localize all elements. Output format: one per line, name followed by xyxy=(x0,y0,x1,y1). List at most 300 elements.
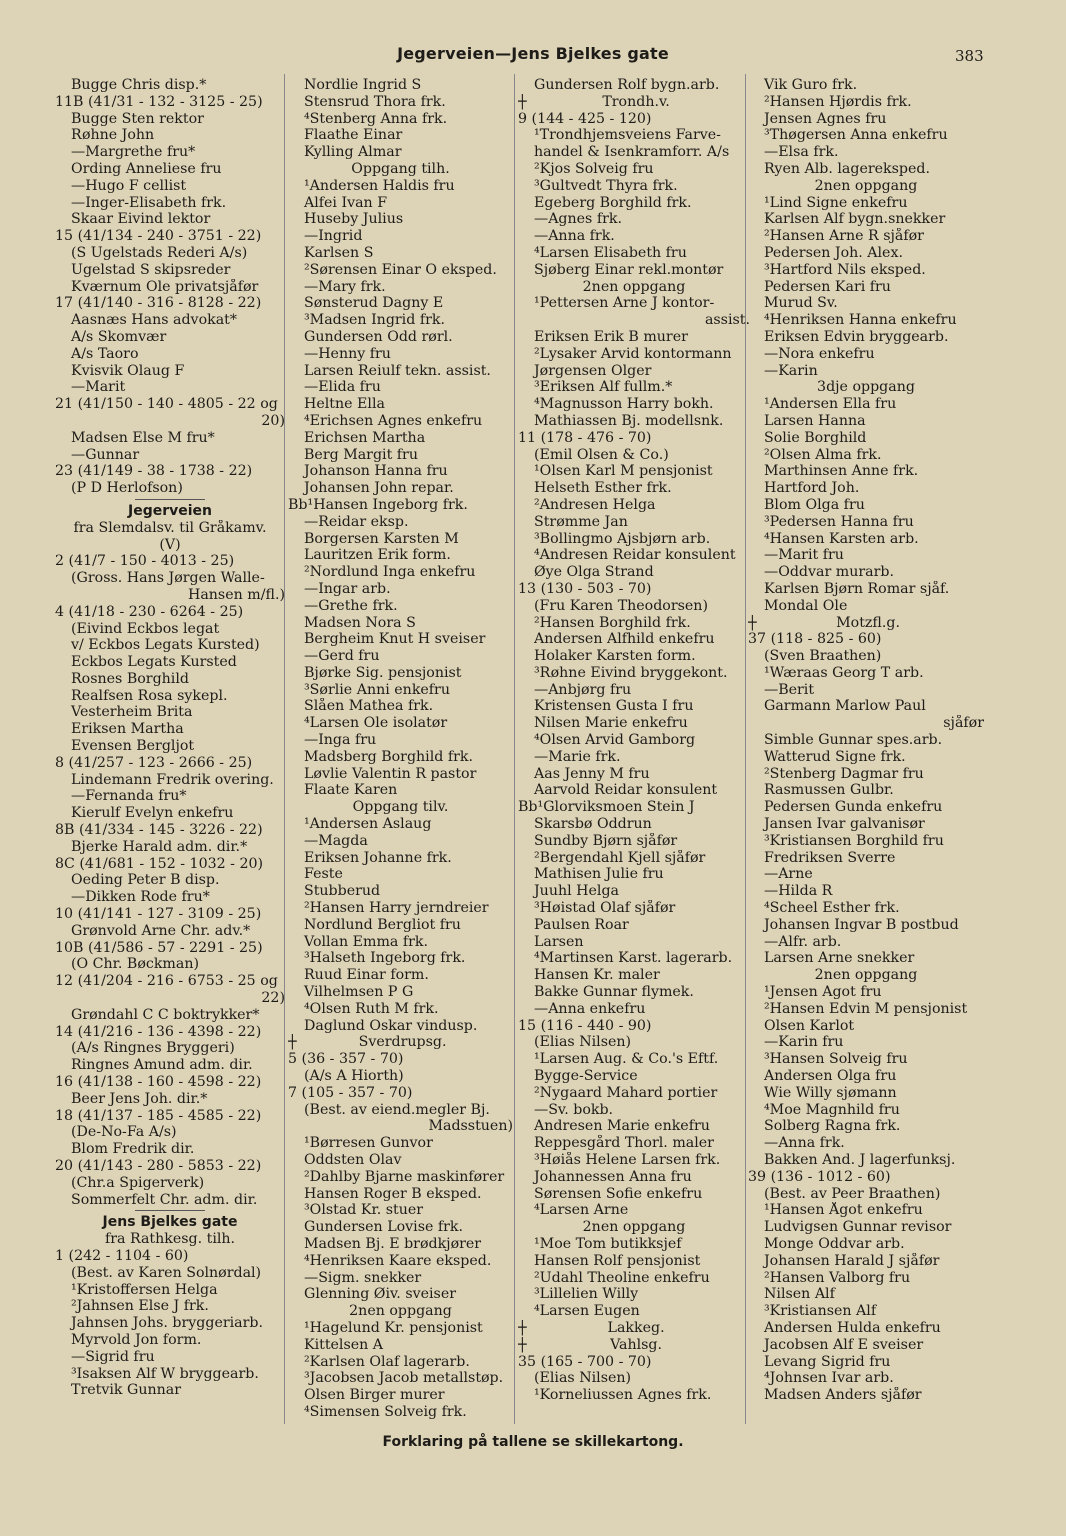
resident-entry: (Gross. Hans Jørgen Walle- xyxy=(71,570,265,587)
resident-entry: Ugelstad S skipsreder xyxy=(71,261,231,278)
resident-entry: Vilhelmsen P G xyxy=(304,984,414,1001)
resident-entry: Mathiassen Bj. modellsnk. xyxy=(534,412,724,429)
resident-entry: ³Thøgersen Anna enkefru xyxy=(764,127,948,144)
resident-entry: ⁴Martinsen Karst. lagerarb. xyxy=(534,950,733,967)
resident-entry: A/s Skomvær xyxy=(71,328,167,345)
resident-entry: ⁴Johnsen Ivar arb. xyxy=(764,1370,894,1387)
resident-entry: Kvisvik Olaug F xyxy=(71,362,185,379)
resident-entry: ³Isaksen Alf W bryggearb. xyxy=(71,1365,259,1382)
resident-entry: Sjøberg Einar rekl.montør xyxy=(534,261,724,278)
resident-entry: —Margrethe fru* xyxy=(71,144,196,161)
resident-entry: (Eivind Eckbos legat xyxy=(71,620,220,637)
resident-entry: (P D Herlofson) xyxy=(71,480,183,497)
resident-entry: Murud Sv. xyxy=(764,295,838,312)
resident-entry: Jacobsen Alf E sveiser xyxy=(764,1336,924,1353)
resident-entry: Fredriksen Sverre xyxy=(764,849,896,866)
resident-entry: ³Høiås Helene Larsen frk. xyxy=(534,1152,721,1168)
resident-entry: Vollan Emma frk. xyxy=(304,933,429,950)
resident-entry: Johansen Ingvar B postbud xyxy=(764,916,959,933)
resident-entry: Hansen Roger B eksped. xyxy=(304,1185,482,1202)
address-line: 9 (144 - 425 - 120) xyxy=(518,110,652,127)
resident-entry: —Elida fru xyxy=(304,379,381,396)
resident-entry: ²Nygaard Mahard portier xyxy=(534,1084,718,1101)
resident-entry: Heltne Ella xyxy=(304,396,385,413)
resident-entry: Rosnes Borghild xyxy=(71,670,189,687)
address-line: 17 (41/140 - 316 - 8128 - 22) xyxy=(55,295,262,312)
resident-entry: ³Jacobsen Jacob metallstøp. xyxy=(304,1370,504,1387)
resident-entry: —Karin fru xyxy=(764,1034,844,1051)
resident-entry: ³Hartford Nils eksped. xyxy=(764,261,926,278)
resident-entry: ¹Andersen Ella fru xyxy=(764,396,897,413)
page-footer: Forklaring på tallene se skillekartong. xyxy=(382,1434,684,1450)
address-line: 8C (41/681 - 152 - 1032 - 20) xyxy=(55,855,264,872)
resident-entry: ³Pedersen Hanna fru xyxy=(764,513,914,530)
resident-entry: ⁴Larsen Arne xyxy=(534,1202,629,1219)
resident-entry: Løvlie Valentin R pastor xyxy=(304,765,477,782)
resident-entry: Eriksen Johanne frk. xyxy=(304,849,452,866)
resident-entry: Bakke Gunnar flymek. xyxy=(534,984,694,1001)
section-label: Oppgang tilv. xyxy=(352,799,449,816)
resident-entry: ¹Trondhjemsveiens Farve- xyxy=(534,127,721,144)
section-label: 2nen oppgang xyxy=(582,1219,686,1236)
resident-entry: Nilsen Alf xyxy=(764,1286,835,1303)
resident-entry: (Best. av Karen Solnørdal) xyxy=(71,1264,262,1281)
resident-entry: v/ Eckbos Legats Kursted) xyxy=(71,637,260,654)
resident-entry: Jansen Ivar galvanisør xyxy=(764,816,925,833)
resident-entry: —Dikken Rode fru* xyxy=(71,889,210,906)
resident-entry: Alfei Ivan F xyxy=(304,194,388,211)
address-line: 15 (41/134 - 240 - 3751 - 22) xyxy=(55,228,262,245)
resident-entry: Garmann Marlow Paul xyxy=(764,698,926,715)
resident-entry: —Hugo F cellist xyxy=(71,177,187,194)
resident-entry: Stensrud Thora frk. xyxy=(304,93,446,110)
crossing-icon: ┼ xyxy=(518,93,532,110)
resident-entry: ³Bollingmo Ajsbjørn arb. xyxy=(534,530,711,547)
resident-entry: Mondal Ole xyxy=(764,597,848,614)
resident-entry: —Anna frk. xyxy=(764,1135,845,1152)
resident-entry: Aas Jenny M fru xyxy=(534,765,650,782)
resident-entry: Kierulf Evelyn enkefru xyxy=(71,805,234,822)
resident-entry: Flaate Karen xyxy=(304,782,398,799)
resident-entry: Levang Sigrid fru xyxy=(764,1353,891,1370)
address-line: 21 (41/150 - 140 - 4805 - 22 og xyxy=(55,396,278,413)
resident-entry: Solie Borghild xyxy=(764,429,867,446)
resident-entry: Watterud Signe frk. xyxy=(764,748,906,765)
resident-entry: Gundersen Rolf bygn.arb. xyxy=(534,77,720,93)
resident-entry: —Grethe frk. xyxy=(304,597,398,614)
resident-entry: Daglund Oskar vindusp. xyxy=(304,1017,478,1034)
street-heading: Jegerveien xyxy=(127,502,212,519)
resident-entry: (Best. av Peer Braathen) xyxy=(764,1185,941,1202)
resident-entry: ²Hansen Edvin M pensjonist xyxy=(764,1000,968,1017)
resident-entry: Strømme Jan xyxy=(534,513,628,530)
resident-entry: —Anbjørg fru xyxy=(534,681,632,698)
resident-entry: Ording Anneliese fru xyxy=(71,160,222,177)
resident-entry: Tretvik Gunnar xyxy=(71,1382,181,1399)
resident-entry: Kværnum Ole privatsjåfør xyxy=(71,278,259,295)
resident-entry: Hartford Joh. xyxy=(764,480,860,497)
cross-street-label: Lakkeg. xyxy=(607,1319,665,1336)
resident-entry: ⁴Simensen Solveig frk. xyxy=(304,1403,467,1420)
resident-entry: Andersen Alfhild enkefru xyxy=(534,631,715,648)
resident-entry: ³Røhne Eivind bryggekont. xyxy=(534,664,728,681)
resident-entry: (O Chr. Bøckman) xyxy=(71,956,200,973)
resident-entry: Bakken And. J lagerfunksj. xyxy=(764,1152,956,1168)
resident-entry: Monge Oddvar arb. xyxy=(764,1235,905,1252)
resident-entry: Stubberud xyxy=(304,883,381,900)
resident-entry: ¹Larsen Aug. & Co.'s Eftf. xyxy=(534,1051,719,1068)
resident-entry: —Karin xyxy=(764,362,818,379)
crossing-icon: ┼ xyxy=(518,1336,532,1353)
resident-entry: —Gerd fru xyxy=(304,648,380,665)
resident-entry: ⁴Henriksen Kaare eksped. xyxy=(304,1252,492,1269)
resident-entry: Realfsen Rosa sykepl. xyxy=(71,687,228,704)
resident-entry: ²Sørensen Einar O eksped. xyxy=(304,261,497,278)
resident-entry: Wie Willy sjømann xyxy=(764,1084,897,1101)
resident-entry: Hansen Rolf pensjonist xyxy=(534,1252,701,1269)
resident-entry: —Sigm. snekker xyxy=(304,1269,422,1286)
resident-entry: ⁴Larsen Elisabeth fru xyxy=(534,244,687,261)
address-line: 4 (41/18 - 230 - 6264 - 25) xyxy=(55,603,244,620)
resident-entry: (Chr.a Spigerverk) xyxy=(71,1174,205,1191)
resident-entry: Pedersen Kari fru xyxy=(764,278,891,295)
resident-entry: ³Høistad Olaf sjåfør xyxy=(534,900,676,917)
resident-entry: handel & Isenkramforr. A/s xyxy=(534,144,730,161)
resident-entry: Reppesgård Thorl. maler xyxy=(534,1135,714,1152)
section-label: Oppgang tilh. xyxy=(351,160,450,177)
resident-entry: ²Hansen Borghild frk. xyxy=(534,614,691,631)
section-label: 3dje oppgang xyxy=(817,379,915,396)
page-header: Jegerveien—Jens Bjelkes gate xyxy=(397,44,669,63)
address-line: 12 (41/204 - 216 - 6753 - 25 og xyxy=(55,973,278,990)
cross-street xyxy=(288,1034,513,1051)
section-label: 2nen oppgang xyxy=(814,967,918,984)
resident-entry: ¹Børresen Gunvor xyxy=(304,1135,433,1152)
resident-entry: ²Jahnsen Else J frk. xyxy=(71,1298,209,1315)
resident-entry: Pedersen Joh. Alex. xyxy=(764,244,903,261)
resident-entry: Blom Fredrik dir. xyxy=(71,1141,195,1158)
resident-entry: Madsstuen) xyxy=(428,1118,513,1135)
resident-entry: Myrvold Jon form. xyxy=(71,1331,202,1348)
resident-entry: ²Dahlby Bjarne maskinfører xyxy=(304,1168,505,1185)
resident-entry: Madsen Else M fru* xyxy=(71,429,215,446)
resident-entry: (Emil Olsen & Co.) xyxy=(534,446,669,463)
resident-entry: Røhne John xyxy=(71,127,155,144)
resident-entry: Helseth Esther frk. xyxy=(534,480,672,497)
address-line: Bb¹Hansen Ingeborg frk. xyxy=(288,496,468,513)
resident-entry: assist. xyxy=(704,312,750,329)
address-line: 16 (41/138 - 160 - 4598 - 22) xyxy=(55,1074,262,1091)
resident-entry: Ringnes Amund adm. dir. xyxy=(71,1057,253,1074)
resident-entry: —Mary frk. xyxy=(304,278,386,295)
address-line: 14 (41/216 - 136 - 4398 - 22) xyxy=(55,1023,262,1040)
resident-entry: Andresen Marie enkefru xyxy=(534,1118,710,1135)
address-line: 7 (105 - 357 - 70) xyxy=(288,1084,413,1101)
resident-entry: ³Hansen Solveig fru xyxy=(764,1051,908,1068)
resident-entry: ²Stenberg Dagmar fru xyxy=(764,765,924,782)
cross-street xyxy=(518,1320,750,1337)
resident-entry: Skarsbø Oddrun xyxy=(534,816,652,833)
section-label: fra Slemdalsv. til Gråkamv. xyxy=(73,519,267,536)
resident-entry: Juuhl Helga xyxy=(534,883,619,900)
resident-entry: Eckbos Legats Kursted xyxy=(71,654,237,671)
resident-entry: Larsen Arne snekker xyxy=(764,950,915,967)
resident-entry: —Sigrid fru xyxy=(71,1348,155,1365)
resident-entry: Karlsen Bjørn Romar sjåf. xyxy=(764,580,950,597)
directory-column-1 xyxy=(55,77,285,1399)
resident-entry: (De-No-Fa A/s) xyxy=(71,1124,177,1141)
resident-entry: —Inga fru xyxy=(304,732,377,749)
address-line: 11 (178 - 476 - 70) xyxy=(518,429,652,446)
section-label: fra Rathkesg. tilh. xyxy=(104,1231,236,1248)
resident-entry: ¹Hansen Ågot enkefru xyxy=(764,1202,923,1219)
resident-entry: —Inger-Elisabeth frk. xyxy=(71,194,227,211)
resident-entry: Kittelsen A xyxy=(304,1336,384,1353)
resident-entry: Ludvigsen Gunnar revisor xyxy=(764,1219,952,1236)
section-label: (V) xyxy=(159,536,181,553)
crossing-icon: ┼ xyxy=(288,1034,302,1051)
resident-entry: ¹Lind Signe enkefru xyxy=(764,194,908,211)
resident-entry: Johansen John repar. xyxy=(304,480,454,497)
resident-entry: ³Olstad Kr. stuer xyxy=(304,1202,424,1219)
resident-entry: ²Nordlund Inga enkefru xyxy=(304,564,476,581)
resident-entry: Ryen Alb. lagereksped. xyxy=(764,160,930,177)
resident-entry: Larsen xyxy=(534,933,584,950)
resident-entry: —Agnes frk. xyxy=(534,211,622,228)
resident-entry: —Alfr. arb. xyxy=(764,933,842,950)
resident-entry: Erichsen Martha xyxy=(304,429,426,446)
resident-entry: Karlsen Alf bygn.snekker xyxy=(764,211,946,228)
resident-entry: Bergheim Knut H sveiser xyxy=(304,631,486,648)
resident-entry: Bjerke Harald adm. dir.* xyxy=(71,838,248,855)
column-divider xyxy=(514,74,515,1424)
resident-entry: Kristensen Gusta I fru xyxy=(534,698,694,715)
resident-entry: —Arne xyxy=(764,866,813,883)
resident-entry: ³Halseth Ingeborg frk. xyxy=(304,950,466,967)
resident-entry: Øye Olga Strand xyxy=(534,564,654,581)
resident-entry: Nordlund Bergliot fru xyxy=(304,916,461,933)
resident-entry: Oddsten Olav xyxy=(304,1152,402,1168)
address-line: 8 (41/257 - 123 - 2666 - 25) xyxy=(55,754,253,771)
resident-entry: Eriksen Edvin bryggearb. xyxy=(764,328,949,345)
resident-entry: Andersen Hulda enkefru xyxy=(764,1319,941,1336)
resident-entry: Sommerfelt Chr. adm. dir. xyxy=(71,1191,258,1208)
resident-entry: —Anna frk. xyxy=(534,228,615,245)
resident-entry: Andersen Olga fru xyxy=(764,1068,897,1085)
cross-street-label: Motzfl.g. xyxy=(836,614,900,631)
resident-entry: —Marit xyxy=(71,379,126,396)
resident-entry: Mathisen Julie fru xyxy=(534,866,664,883)
resident-entry: ¹Korneliussen Agnes frk. xyxy=(534,1387,712,1404)
resident-entry: Vik Guro frk. xyxy=(764,77,858,93)
directory-column-3 xyxy=(518,77,750,1404)
resident-entry: ⁴Andresen Reidar konsulent xyxy=(534,547,736,564)
address-line: 10B (41/586 - 57 - 2291 - 25) xyxy=(55,939,263,956)
resident-entry: 20) xyxy=(261,412,285,429)
resident-entry: Johannessen Anna fru xyxy=(534,1168,692,1185)
resident-entry: Madsen Nora S xyxy=(304,614,416,631)
resident-entry: Bugge Sten rektor xyxy=(71,110,204,127)
resident-entry: ³Lillelien Willy xyxy=(534,1286,639,1303)
resident-entry: Larsen Reiulf tekn. assist. xyxy=(304,362,491,379)
resident-entry: Pedersen Gunda enkefru xyxy=(764,799,943,816)
resident-entry: —Anna enkefru xyxy=(534,1000,646,1017)
resident-entry: ²Kjos Solveig fru xyxy=(534,160,654,177)
resident-entry: ²Hansen Valborg fru xyxy=(764,1269,911,1286)
resident-entry: Johanson Hanna fru xyxy=(304,463,448,480)
address-line: Bb¹Glorviksmoen Stein J xyxy=(518,799,695,816)
resident-entry: Sørensen Sofie enkefru xyxy=(534,1185,703,1202)
resident-entry: ⁴Hansen Karsten arb. xyxy=(764,530,919,547)
resident-entry: —Magda xyxy=(304,832,368,849)
resident-entry: ⁴Larsen Ole isolatør xyxy=(304,715,448,732)
section-label: 2nen oppgang xyxy=(349,1303,452,1320)
resident-entry: Skaar Eivind lektor xyxy=(71,211,211,228)
resident-entry: ²Olsen Alma frk. xyxy=(764,446,882,463)
resident-entry: Jørgensen Olger xyxy=(534,362,652,379)
resident-entry: ⁴Larsen Eugen xyxy=(534,1303,640,1320)
section-divider xyxy=(55,497,285,503)
crossing-icon: ┼ xyxy=(518,1319,532,1336)
resident-entry: ⁴Stenberg Anna frk. xyxy=(304,110,448,127)
resident-entry: Egeberg Borghild frk. xyxy=(534,194,692,211)
resident-entry: Flaathe Einar xyxy=(304,127,403,144)
resident-entry: ⁴Olsen Ruth M frk. xyxy=(304,1000,439,1017)
street-heading: Jens Bjelkes gate xyxy=(102,1214,238,1231)
resident-entry: (Best. av eiend.megler Bj. xyxy=(304,1101,490,1118)
resident-entry: Lauritzen Erik form. xyxy=(304,547,451,564)
resident-entry: —Oddvar murarb. xyxy=(764,564,894,581)
resident-entry: Simble Gunnar spes.arb. xyxy=(764,732,943,749)
address-line: 8B (41/334 - 145 - 3226 - 22) xyxy=(55,822,263,839)
resident-entry: Grøndahl C C boktrykker* xyxy=(71,1006,260,1023)
resident-entry: Glenning Øiv. sveiser xyxy=(304,1286,457,1303)
resident-entry: (A/s Ringnes Bryggeri) xyxy=(71,1040,235,1057)
resident-entry: Berg Margit fru xyxy=(304,446,418,463)
section-label: 2nen oppgang xyxy=(582,278,686,295)
resident-entry: ¹Jensen Agot fru xyxy=(764,984,882,1001)
resident-entry: Aasnæs Hans advokat* xyxy=(71,312,237,329)
address-line: 5 (36 - 357 - 70) xyxy=(288,1051,404,1068)
resident-entry: Gundersen Lovise frk. xyxy=(304,1219,464,1236)
resident-entry: Huseby Julius xyxy=(304,211,404,228)
address-line: 37 (118 - 825 - 60) xyxy=(748,631,882,648)
resident-entry: ⁴Moe Magnhild fru xyxy=(764,1101,900,1118)
address-line: 10 (41/141 - 127 - 3109 - 25) xyxy=(55,906,262,923)
resident-entry: (Fru Karen Theodorsen) xyxy=(534,597,708,614)
section-label: 2nen oppgang xyxy=(814,177,918,194)
page-number: 383 xyxy=(955,47,984,65)
resident-entry: Madsen Bj. E brødkjører xyxy=(304,1235,482,1252)
resident-entry: (Elias Nilsen) xyxy=(534,1034,632,1051)
resident-entry: ²Udahl Theoline enkefru xyxy=(534,1269,710,1286)
resident-entry: ¹Pettersen Arne J kontor- xyxy=(534,295,715,312)
address-line: 20 (41/143 - 280 - 5853 - 22) xyxy=(55,1158,262,1174)
resident-entry: Eriksen Martha xyxy=(71,721,184,738)
resident-entry: Olsen Karlot xyxy=(764,1017,855,1034)
resident-entry: ²Hansen Hjørdis frk. xyxy=(764,93,912,110)
resident-entry: Karlsen S xyxy=(304,244,374,261)
address-line: 1 (242 - 1104 - 60) xyxy=(55,1247,189,1264)
address-line: 23 (41/149 - 38 - 1738 - 22) xyxy=(55,463,253,480)
resident-entry: Rasmussen Gulbr. xyxy=(764,782,894,799)
resident-entry: —Ingar arb. xyxy=(304,580,391,597)
cross-street xyxy=(748,615,984,632)
resident-entry: —Fernanda fru* xyxy=(71,788,187,805)
section-divider xyxy=(55,1208,285,1214)
resident-entry: Madsen Anders sjåfør xyxy=(764,1387,922,1404)
resident-entry: ²Hansen Arne R sjåfør xyxy=(764,228,924,245)
resident-entry: ³Sørlie Anni enkefru xyxy=(304,681,450,698)
resident-entry: ²Lysaker Arvid kontormann xyxy=(534,345,732,362)
resident-entry: ¹Moe Tom butikksjef xyxy=(534,1235,682,1252)
resident-entry: —Henny fru xyxy=(304,345,391,362)
resident-entry: Larsen Hanna xyxy=(764,412,866,429)
resident-entry: Nilsen Marie enkefru xyxy=(534,715,688,732)
resident-entry: ³Kristiansen Borghild fru xyxy=(764,832,944,849)
crossing-icon: ┼ xyxy=(748,614,762,631)
resident-entry: Jahnsen Johs. bryggeriarb. xyxy=(71,1315,264,1332)
resident-entry: ³Kristiansen Alf xyxy=(764,1303,877,1320)
resident-entry: Borgersen Karsten M xyxy=(304,530,459,547)
resident-entry: Johansen Harald J sjåfør xyxy=(764,1252,940,1269)
resident-entry: (S Ugelstads Rederi A/s) xyxy=(71,244,248,261)
resident-entry: Bygge-Service xyxy=(534,1068,638,1085)
resident-entry: Hansen Kr. maler xyxy=(534,967,660,984)
resident-entry: Oeding Peter B disp. xyxy=(71,872,220,889)
resident-entry: —Nora enkefru xyxy=(764,345,875,362)
directory-column-2 xyxy=(288,77,513,1421)
cross-street xyxy=(518,1337,750,1354)
resident-entry: —Gunnar xyxy=(71,446,140,463)
resident-entry: Ruud Einar form. xyxy=(304,967,429,984)
resident-entry: Bjørke Sig. pensjonist xyxy=(304,664,462,681)
resident-entry: —Elsa frk. xyxy=(764,144,839,161)
resident-entry: Aarvold Reidar konsulent xyxy=(534,782,718,799)
resident-entry: Sundby Bjørn sjåfør xyxy=(534,832,678,849)
cross-street-label: Vahlsg. xyxy=(610,1336,663,1353)
resident-entry: ²Hansen Harry jerndreier xyxy=(304,900,489,917)
resident-entry: Lindemann Fredrik overing. xyxy=(71,771,274,788)
resident-entry: —Berit xyxy=(764,681,815,698)
resident-entry: Solberg Ragna frk. xyxy=(764,1118,901,1135)
cross-street-label: Sverdrupsg. xyxy=(358,1034,447,1051)
resident-entry: 22) xyxy=(261,990,285,1007)
resident-entry: ⁴Magnusson Harry bokh. xyxy=(534,396,714,413)
resident-entry: Slåen Mathea frk. xyxy=(304,698,434,715)
resident-entry: ¹Kristoffersen Helga xyxy=(71,1281,218,1298)
resident-entry: —Marit fru xyxy=(764,547,844,564)
resident-entry: ¹Andersen Haldis fru xyxy=(304,177,455,194)
resident-entry: Olsen Birger murer xyxy=(304,1387,445,1404)
resident-entry: ³Madsen Ingrid frk. xyxy=(304,312,445,329)
resident-entry: ¹Wæraas Georg T arb. xyxy=(764,664,924,681)
resident-entry: ²Andresen Helga xyxy=(534,496,656,513)
resident-entry: (Elias Nilsen) xyxy=(534,1370,632,1387)
address-line: 13 (130 - 503 - 70) xyxy=(518,580,652,597)
resident-entry: sjåfør xyxy=(943,715,984,732)
resident-entry: Kylling Almar xyxy=(304,144,402,161)
resident-entry: Evensen Bergljot xyxy=(71,738,195,755)
resident-entry: ⁴Erichsen Agnes enkefru xyxy=(304,412,483,429)
resident-entry: ³Gultvedt Thyra frk. xyxy=(534,177,678,194)
resident-entry: —Sv. bokb. xyxy=(534,1101,614,1118)
resident-entry: Nordlie Ingrid S xyxy=(304,77,422,93)
resident-entry: A/s Taoro xyxy=(71,345,139,362)
resident-entry: —Marie frk. xyxy=(534,748,621,765)
resident-entry: Bugge Chris disp.* xyxy=(71,77,207,93)
resident-entry: Marthinsen Anne frk. xyxy=(764,463,919,480)
